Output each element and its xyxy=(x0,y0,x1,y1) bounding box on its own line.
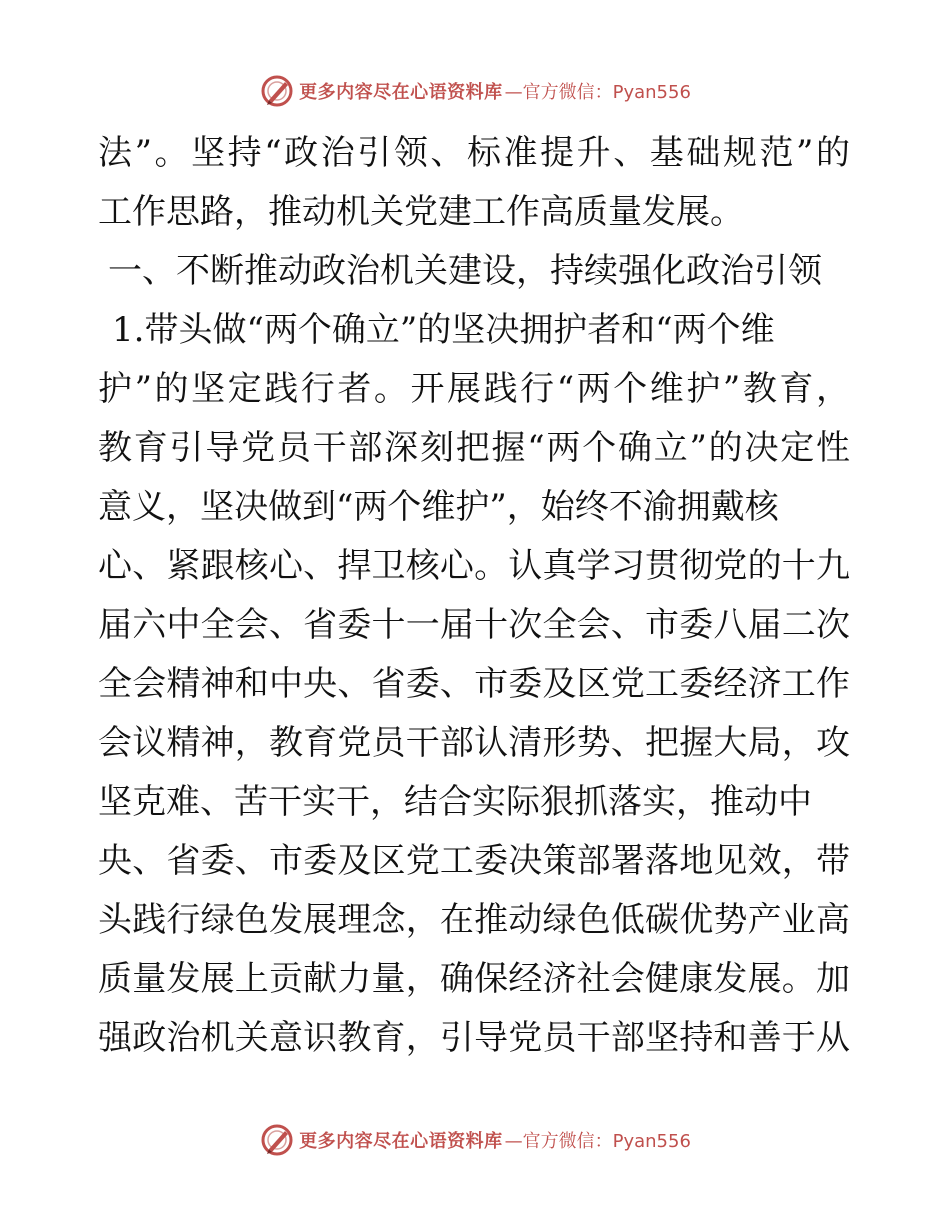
body-line: 全会精神和中央、省委、市委及区党工委经济工作 xyxy=(98,664,850,704)
pen-circle-logo-icon xyxy=(259,73,295,109)
pen-circle-logo-icon xyxy=(259,1122,295,1158)
body-line: 心、紧跟核心、捍卫核心。认真学习贯彻党的十九 xyxy=(98,546,850,586)
watermark-main-text: 更多内容尽在心语资料库 xyxy=(299,1131,503,1152)
watermark-contact-text: —官方微信：Pyan556 xyxy=(504,1131,691,1152)
body-line: 教育引导党员干部深刻把握“两个确立”的决定性 xyxy=(98,428,850,468)
body-line: 会议精神，教育党员干部认清形势、把握大局，攻 xyxy=(98,723,850,763)
footer-watermark xyxy=(0,1120,950,1160)
body-line: 届六中全会、省委十一届十次全会、市委八届二次 xyxy=(98,605,850,645)
item-heading-line: 1.带头做“两个确立”的坚决拥护者和“两个维 xyxy=(112,310,775,350)
body-line: 质量发展上贡献力量，确保经济社会健康发展。加 xyxy=(98,959,850,999)
body-line: 护”的坚定践行者。开展践行“两个维护”教育， xyxy=(98,369,850,409)
watermark-contact-text: —官方微信：Pyan556 xyxy=(504,82,691,103)
body-line: 法”。坚持“政治引领、标准提升、基础规范”的 xyxy=(98,133,850,173)
body-line: 头践行绿色发展理念，在推动绿色低碳优势产业高 xyxy=(98,900,850,940)
watermark-main-text: 更多内容尽在心语资料库 xyxy=(299,82,503,103)
header-watermark xyxy=(0,71,950,111)
body-line: 工作思路，推动机关党建工作高质量发展。 xyxy=(98,192,744,232)
document-body xyxy=(98,124,850,1068)
body-line: 意义，坚决做到“两个维护”，始终不渝拥戴核 xyxy=(98,487,779,527)
body-line: 央、省委、市委及区党工委决策部署落地见效，带 xyxy=(98,841,850,881)
body-line: 坚克难、苦干实干，结合实际狠抓落实，推动中 xyxy=(98,782,812,822)
body-line: 强政治机关意识教育，引导党员干部坚持和善于从 xyxy=(98,1018,850,1058)
section-heading: 一、不断推动政治机关建设，持续强化政治引领 xyxy=(108,251,822,291)
